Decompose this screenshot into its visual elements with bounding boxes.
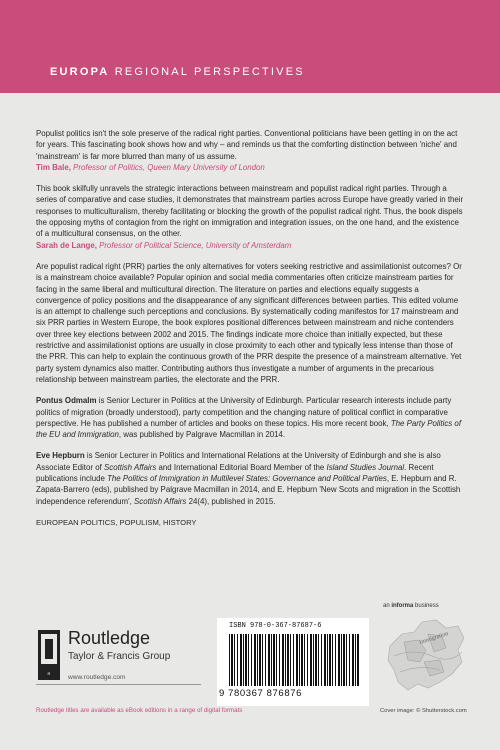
publisher-name: Routledge xyxy=(68,628,151,648)
endorser-name: Sarah de Lange, xyxy=(36,240,97,250)
endorser-role: Professor of Political Science, University of Amsterdam xyxy=(96,240,292,250)
svg-text:Immigration: Immigration xyxy=(418,630,450,646)
bio-hepburn xyxy=(36,450,464,506)
bio-text: , was published by Palgrave Macmillan in 2014. xyxy=(118,430,286,440)
series-title-bold: EUROPA xyxy=(50,66,110,78)
publisher-url[interactable]: www.routledge.com xyxy=(68,674,126,681)
author-name: Eve Hepburn xyxy=(36,451,85,461)
journal-title: Island Studies Journal xyxy=(326,462,405,472)
informa-suffix: business xyxy=(413,603,439,609)
routledge-logo-icon xyxy=(36,630,62,680)
isbn-label: ISBN 978-0-367-87687-6 xyxy=(229,622,322,630)
book-title: The Politics of Immigration in Multilevel States: Governance and Political Parties xyxy=(107,474,387,484)
europe-map-image xyxy=(384,612,468,696)
book-title: The Party Politics of the EU and Immigration xyxy=(36,418,462,440)
svg-text:R: R xyxy=(47,671,51,676)
publisher-divider xyxy=(36,684,201,685)
author-name: Pontus Odmalm xyxy=(36,396,97,406)
publisher-group: Taylor & Francis Group xyxy=(68,651,171,662)
bio-text: is Senior Lecturer in Politics at the University of Edinburgh. Particular research interests include party politics of migration (broadly understood), party competition and the changing nature of political conflict in comparative perspective. He has published a number of articles and books on these topics. His more recent book, xyxy=(36,396,452,428)
bio-text: , E. Hepburn and R. Zapata-Barrero (eds), published by Palgrave Macmillan in 2014, and E. Hepburn 'New Scots and migration in the Scottish independence referendum', xyxy=(36,474,461,506)
series-band xyxy=(0,0,500,93)
bio-text: is Senior Lecturer in Politics and International Relations at the University of Edinburgh and she is also Associate Editor of xyxy=(36,451,441,472)
endorser-role: Professor of Politics, Queen Mary University of London xyxy=(70,162,265,172)
back-cover-text xyxy=(36,128,464,538)
book-description: Are populist radical right (PRR) parties the only alternatives for voters seeking restrictive and assimilationist outcomes? Or is a mainstream choice available? Popular opinion and social media commentaries often criticize mainstream parties for facing in the same liberal and multicultural direction. The literature on parties and elections equally suggests a convergence of policy positions and the disappearance of any significant differences between parties. This edited volume is an attempt to challenge such perceptions and conclusions. By systematically coding manifestos for 17 mainstream and six PRR parties in Western Europe, the book explores positional differences between mainstream and niche contenders over three key elections between 2002 and 2015. The findings indicate more choice than initially expected, but these restrictive and assimilationist options are usually in close proximity to each other and typically less intense than those of the PRR. This can help to explain the continuous growth of the PRR despite the presence of a mainstream alternative. Yet party system dynamics also matter. Contributing authors thus investigate a number of arguments in the precarious relationship between mainstream parties, the electorate and the PRR. xyxy=(36,261,462,384)
informa-brand: informa xyxy=(391,603,414,609)
endorsement-de-lange xyxy=(36,183,464,251)
endorsement-attribution xyxy=(36,241,291,250)
endorsement-text: This book skilfully unravels the strategic interactions between mainstream and populist radical right parties. Through a series of comparative and case studies, it demonstrates that mainstream parties across Europe have greatly varied in their responses to multiculturalism, thereby facilitating or blocking the growth of the populist radical right. Thus, the book dispels the opposing myths of contagion from the right on immigration and integration issues, on the one hand, and the existence of a multicultural consensus, on the other. xyxy=(36,184,464,239)
journal-title: Scottish Affairs xyxy=(103,462,157,472)
series-title-rest: REGIONAL PERSPECTIVES xyxy=(109,66,305,78)
bio-odmalm xyxy=(36,395,464,440)
barcode-number: 9 780367 876876 xyxy=(219,688,302,699)
endorsement-text: Populist politics isn't the sole preserve of the radical right parties. Conventional politicians have been getting in on the act for years. This fascinating book shows how and why – and reminds us that the comforting distinction between 'niche' and 'mainstream' is far more blurred than many of us assume. xyxy=(36,129,458,161)
series-title xyxy=(50,66,305,78)
endorser-name: Tim Bale, xyxy=(36,162,71,172)
ebook-availability-note: Routledge titles are available as eBook editions in a range of digital formats xyxy=(36,707,243,714)
bio-text: . Recent publications include xyxy=(36,462,434,484)
journal-title: Scottish Affairs xyxy=(134,496,187,506)
endorsement-bale xyxy=(36,128,464,173)
informa-prefix: an xyxy=(383,603,392,609)
barcode-bars xyxy=(229,634,359,686)
cover-image-credit: Cover image: © Shutterstock.com xyxy=(380,708,467,714)
endorsement-attribution xyxy=(36,163,265,172)
informa-business-tag xyxy=(383,603,439,609)
isbn-barcode xyxy=(217,618,369,706)
subject-categories: EUROPEAN POLITICS, POPULISM, HISTORY xyxy=(36,517,197,527)
bio-text: and International Editorial Board Member of the xyxy=(156,462,327,472)
bio-text: 24(4), published in 2015. xyxy=(186,496,276,506)
